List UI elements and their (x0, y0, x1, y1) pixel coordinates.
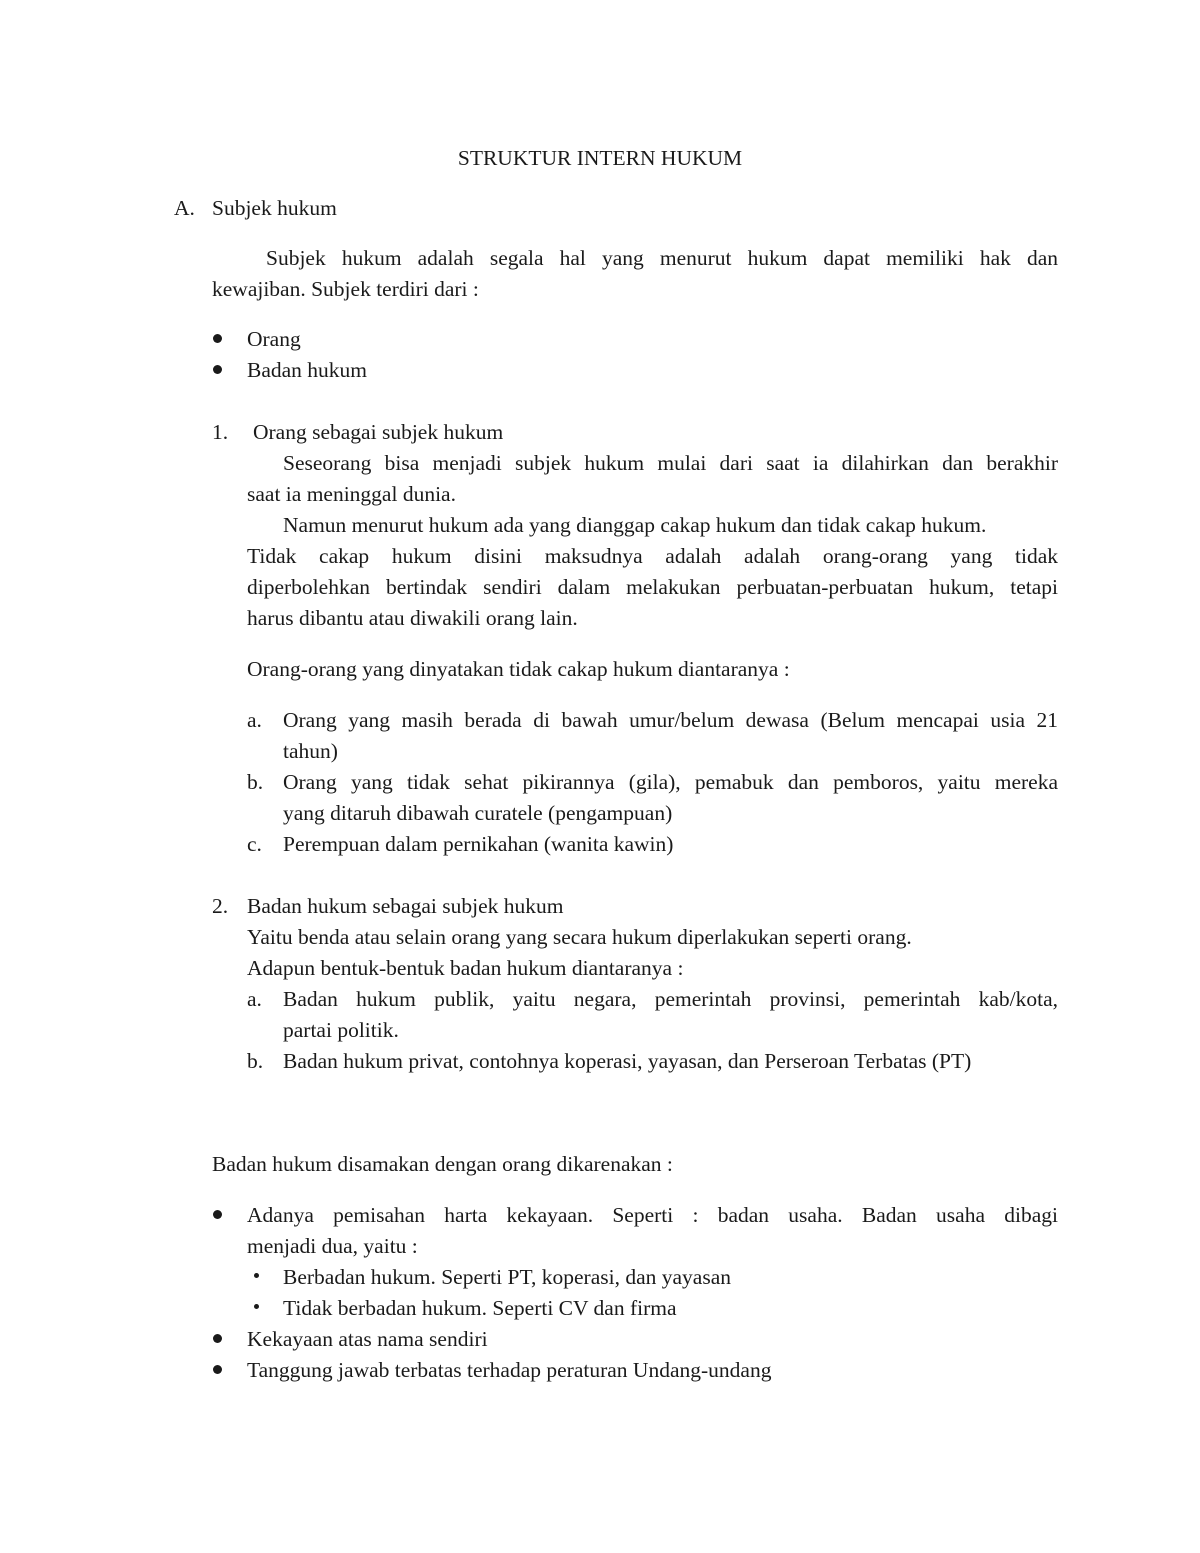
list-marker: c. (247, 832, 262, 856)
list-item: Badan hukum privat, contohnya koperasi, yayasan, dan Perseroan Terbatas (PT) (283, 1049, 972, 1073)
paragraph-line: diperbolehkan bertindak sendiri dalam melakukan perbuatan-perbuatan hukum, tetapi (247, 575, 1058, 599)
list-item-continuation: partai politik. (283, 1018, 399, 1042)
sub-list-item: Tidak berbadan hukum. Seperti CV dan firma (283, 1296, 677, 1320)
list-item: Badan hukum (247, 358, 368, 382)
bullet-icon (213, 1334, 222, 1343)
document-title: STRUKTUR INTERN HUKUM (457, 146, 743, 170)
list-item: Orang (247, 327, 301, 351)
paragraph-line: harus dibantu atau diwakili orang lain. (247, 606, 578, 630)
bullet-icon (213, 1365, 222, 1374)
list-item: Orang yang tidak sehat pikirannya (gila), pemabuk dan pemboros, yaitu mereka (283, 770, 1058, 794)
list-item: Adanya pemisahan harta kekayaan. Seperti : badan usaha. Badan usaha dibagi (247, 1203, 1058, 1227)
paragraph-line: Seseorang bisa menjadi subjek hukum mulai dari saat ia dilahirkan dan berakhir (283, 451, 1058, 475)
bullet-icon (213, 365, 222, 374)
paragraph-line: Adapun bentuk-bentuk badan hukum diantaranya : (247, 956, 684, 980)
list-item: Badan hukum publik, yaitu negara, pemerintah provinsi, pemerintah kab/kota, (283, 987, 1058, 1011)
section-a-heading: Subjek hukum (212, 196, 337, 220)
item-1-heading: Orang sebagai subjek hukum (253, 420, 504, 444)
paragraph-line: Yaitu benda atau selain orang yang secara hukum diperlakukan seperti orang. (247, 925, 912, 949)
list-marker: b. (247, 1049, 264, 1073)
list-item-continuation: yang ditaruh dibawah curatele (pengampuan) (283, 801, 673, 825)
sub-bullet-icon (254, 1304, 259, 1309)
intro-paragraph-line: kewajiban. Subjek terdiri dari : (212, 277, 479, 301)
sub-list-item: Berbadan hukum. Seperti PT, koperasi, dan yayasan (283, 1265, 731, 1289)
bullet-icon (213, 1210, 222, 1219)
intro-paragraph-line: Subjek hukum adalah segala hal yang menurut hukum dapat memiliki hak dan (266, 246, 1058, 270)
section-a-marker: A. (174, 196, 195, 220)
paragraph-line: saat ia meninggal dunia. (247, 482, 456, 506)
bullet-icon (213, 334, 222, 343)
list-marker: a. (247, 708, 262, 732)
list-intro: Orang-orang yang dinyatakan tidak cakap hukum diantaranya : (247, 657, 790, 681)
list-item: Perempuan dalam pernikahan (wanita kawin) (283, 832, 674, 856)
sub-bullet-icon (254, 1273, 259, 1278)
list-marker: a. (247, 987, 262, 1011)
item-2-marker: 2. (212, 894, 229, 918)
list-item: Tanggung jawab terbatas terhadap peraturan Undang-undang (247, 1358, 772, 1382)
reasons-intro: Badan hukum disamakan dengan orang dikarenakan : (212, 1152, 673, 1176)
list-item-continuation: tahun) (283, 739, 338, 763)
item-1-marker: 1. (212, 420, 229, 444)
paragraph-line: Tidak cakap hukum disini maksudnya adalah adalah orang-orang yang tidak (247, 544, 1058, 568)
paragraph-line: Namun menurut hukum ada yang dianggap cakap hukum dan tidak cakap hukum. (283, 513, 987, 537)
list-item: Orang yang masih berada di bawah umur/belum dewasa (Belum mencapai usia 21 (283, 708, 1058, 732)
list-item-continuation: menjadi dua, yaitu : (247, 1234, 418, 1258)
list-item: Kekayaan atas nama sendiri (247, 1327, 488, 1351)
list-marker: b. (247, 770, 264, 794)
item-2-heading: Badan hukum sebagai subjek hukum (247, 894, 564, 918)
